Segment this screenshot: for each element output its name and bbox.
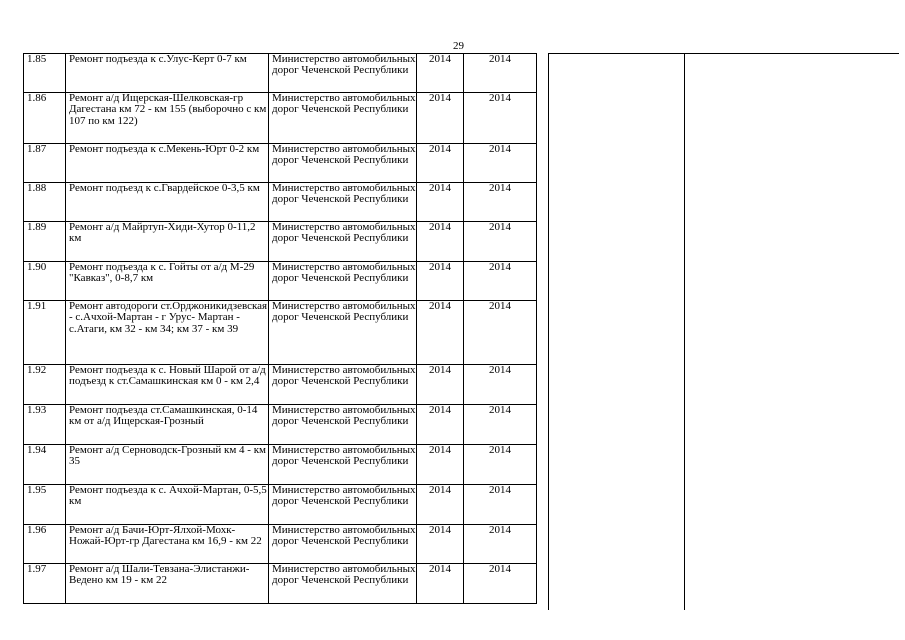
responsible-org: Министерство автомобильных дорог Чеченской Республики — [269, 365, 417, 405]
responsible-org: Министерство автомобильных дорог Чеченской Республики — [269, 525, 417, 564]
year-end: 2014 — [464, 222, 537, 262]
column-divider — [684, 54, 685, 610]
work-name: Ремонт а/д Ищерская-Шелковская-гр Дагестана км 72 - км 155 (выборочно с км 107 по км 122) — [66, 93, 269, 144]
table-row — [24, 445, 537, 485]
year-end: 2014 — [464, 405, 537, 445]
year-start: 2014 — [417, 93, 464, 144]
table-row — [24, 405, 537, 445]
table-row — [24, 262, 537, 301]
responsible-org: Министерство автомобильных дорог Чеченской Республики — [269, 485, 417, 525]
year-start: 2014 — [417, 301, 464, 365]
year-start: 2014 — [417, 405, 464, 445]
table-row — [24, 564, 537, 604]
row-number: 1.86 — [24, 93, 66, 144]
row-number: 1.88 — [24, 183, 66, 222]
row-number: 1.90 — [24, 262, 66, 301]
responsible-org: Министерство автомобильных дорог Чеченской Республики — [269, 144, 417, 183]
year-start: 2014 — [417, 445, 464, 485]
table-row — [24, 144, 537, 183]
year-start: 2014 — [417, 365, 464, 405]
work-name: Ремонт а/д Бачи-Юрт-Ялхой-Мохк-Ножай-Юрт-гр Дагестана км 16,9 - км 22 — [66, 525, 269, 564]
row-number: 1.87 — [24, 144, 66, 183]
responsible-org: Министерство автомобильных дорог Чеченской Республики — [269, 301, 417, 365]
year-start: 2014 — [417, 525, 464, 564]
responsible-org: Министерство автомобильных дорог Чеченской Республики — [269, 262, 417, 301]
page-number: 29 — [453, 40, 464, 52]
table-row — [24, 485, 537, 525]
year-end: 2014 — [464, 485, 537, 525]
work-name: Ремонт а/д Серноводск-Грозный км 4 - км 35 — [66, 445, 269, 485]
responsible-org: Министерство автомобильных дорог Чеченской Республики — [269, 564, 417, 604]
column-divider — [548, 54, 549, 610]
row-number: 1.93 — [24, 405, 66, 445]
year-start: 2014 — [417, 222, 464, 262]
empty-columns-area — [548, 53, 899, 610]
year-end: 2014 — [464, 564, 537, 604]
year-end: 2014 — [464, 445, 537, 485]
year-end: 2014 — [464, 183, 537, 222]
work-name: Ремонт а/д Шали-Тевзана-Элистанжи-Ведено км 19 - км 22 — [66, 564, 269, 604]
year-end: 2014 — [464, 365, 537, 405]
work-name: Ремонт подъезда ст.Самашкинская, 0-14 км от а/д Ищерская-Грозный — [66, 405, 269, 445]
year-end: 2014 — [464, 144, 537, 183]
work-name: Ремонт подъезда к с. Новый Шарой от а/д подъезд к ст.Самашкинская км 0 - км 2,4 — [66, 365, 269, 405]
year-start: 2014 — [417, 183, 464, 222]
row-number: 1.95 — [24, 485, 66, 525]
year-start: 2014 — [417, 54, 464, 93]
responsible-org: Министерство автомобильных дорог Чеченской Республики — [269, 222, 417, 262]
work-name: Ремонт подъезда к с. Ачхой-Мартан, 0-5,5 км — [66, 485, 269, 525]
year-end: 2014 — [464, 301, 537, 365]
table-body — [24, 54, 537, 604]
year-end: 2014 — [464, 525, 537, 564]
row-number: 1.91 — [24, 301, 66, 365]
year-start: 2014 — [417, 144, 464, 183]
table-row — [24, 54, 537, 93]
responsible-org: Министерство автомобильных дорог Чеченской Республики — [269, 54, 417, 93]
year-start: 2014 — [417, 485, 464, 525]
work-name: Ремонт подъезда к с.Мекень-Юрт 0-2 км — [66, 144, 269, 183]
row-number: 1.85 — [24, 54, 66, 93]
responsible-org: Министерство автомобильных дорог Чеченской Республики — [269, 445, 417, 485]
responsible-org: Министерство автомобильных дорог Чеченской Республики — [269, 405, 417, 445]
table-row — [24, 222, 537, 262]
work-name: Ремонт подъезд к с.Гвардейское 0-3,5 км — [66, 183, 269, 222]
roads-repair-table — [23, 53, 537, 604]
row-number: 1.92 — [24, 365, 66, 405]
row-number: 1.96 — [24, 525, 66, 564]
row-number: 1.97 — [24, 564, 66, 604]
table-row — [24, 525, 537, 564]
table-row — [24, 93, 537, 144]
year-start: 2014 — [417, 262, 464, 301]
year-end: 2014 — [464, 262, 537, 301]
work-name: Ремонт автодороги ст.Орджоникидзевская - с.Ачхой-Мартан - г Урус- Мартан - с.Атаги, км 32 - км 34; км 37 - км 39 — [66, 301, 269, 365]
table-row — [24, 183, 537, 222]
row-number: 1.94 — [24, 445, 66, 485]
row-number: 1.89 — [24, 222, 66, 262]
responsible-org: Министерство автомобильных дорог Чеченской Республики — [269, 183, 417, 222]
table-row — [24, 301, 537, 365]
responsible-org: Министерство автомобильных дорог Чеченской Республики — [269, 93, 417, 144]
work-name: Ремонт а/д Майртуп-Хиди-Хутор 0-11,2 км — [66, 222, 269, 262]
work-name: Ремонт подъезда к с.Улус-Керт 0-7 км — [66, 54, 269, 93]
table-row — [24, 365, 537, 405]
year-end: 2014 — [464, 93, 537, 144]
year-start: 2014 — [417, 564, 464, 604]
year-end: 2014 — [464, 54, 537, 93]
work-name: Ремонт подъезда к с. Гойты от а/д М-29 "Кавказ", 0-8,7 км — [66, 262, 269, 301]
